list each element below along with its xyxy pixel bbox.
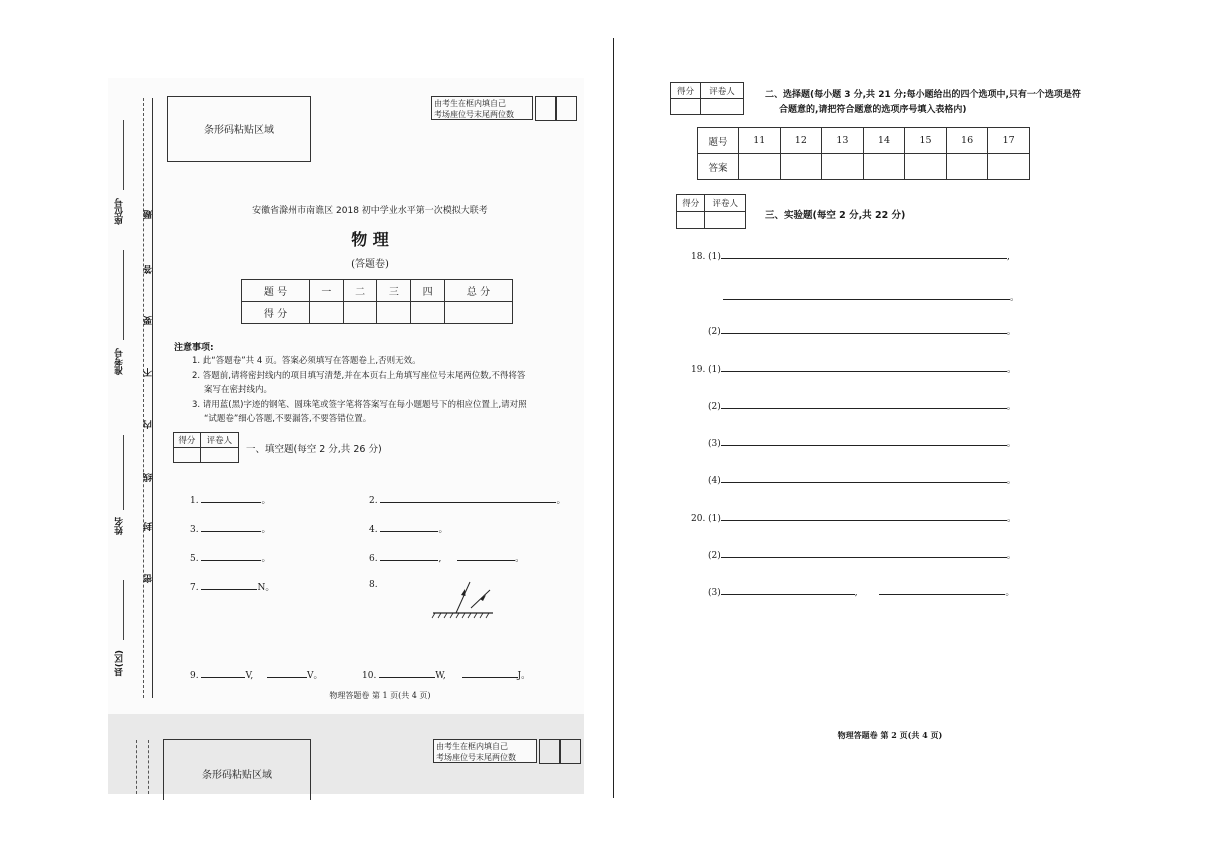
q-number: (2)	[708, 551, 721, 561]
grader-box	[173, 432, 239, 463]
score-cell[interactable]	[411, 302, 445, 324]
q-end: V。	[307, 671, 323, 681]
subject-title: 物 理	[351, 230, 389, 249]
seat-digit-box-2[interactable]	[539, 739, 560, 764]
grader-name-cell[interactable]	[200, 448, 238, 463]
answer-line[interactable]	[721, 557, 1007, 558]
seat-no-label: 座位号	[115, 198, 125, 225]
answer-line[interactable]	[721, 371, 1007, 372]
section-3-title: 三、实验题(每空 2 分,共 22 分)	[765, 210, 906, 221]
answer-line[interactable]	[721, 408, 1007, 409]
q20-part1	[691, 511, 1016, 524]
answer-blank[interactable]	[201, 560, 261, 561]
answer-blank[interactable]	[201, 677, 245, 678]
seat-digit-box[interactable]	[535, 96, 556, 121]
q18-part2	[708, 324, 1016, 337]
page-divider	[613, 38, 614, 798]
blank-q10	[362, 668, 530, 681]
grader-score-label: 得分	[677, 195, 705, 212]
choice-number: 17	[988, 128, 1030, 154]
answer-line[interactable]	[721, 594, 855, 595]
seal-warning-char: 内	[144, 420, 154, 429]
choice-number: 15	[905, 128, 947, 154]
choice-answer-cell[interactable]	[780, 154, 822, 180]
county-field[interactable]	[123, 580, 124, 640]
answer-line[interactable]	[721, 258, 1007, 259]
surface-hatching	[432, 613, 489, 618]
score-cell[interactable]	[343, 302, 377, 324]
q-end: 。	[1006, 439, 1016, 449]
answer-blank[interactable]	[267, 677, 307, 678]
q-number: 3.	[190, 525, 199, 535]
grader-score-cell[interactable]	[174, 448, 201, 463]
name-field[interactable]	[123, 435, 124, 510]
q-end: 。	[1006, 476, 1016, 486]
q-number: (4)	[708, 476, 721, 486]
seal-warning-char: 题	[144, 210, 154, 219]
choice-row-label: 答案	[698, 154, 739, 180]
answer-line[interactable]	[721, 482, 1007, 483]
seat-digit-box[interactable]	[556, 96, 577, 121]
score-cell[interactable]	[377, 302, 411, 324]
choice-number: 16	[946, 128, 988, 154]
answer-line[interactable]	[721, 445, 1007, 446]
grader-name-label: 评卷人	[200, 433, 238, 448]
q-end: 。	[1005, 588, 1015, 598]
score-header: 题 号	[242, 280, 310, 302]
note-line: 2. 答题前,请将密封线内的项目填写清楚,并在本页右上角填写座位号末尾两位数,不得将答	[192, 370, 526, 381]
seal-warning-char: 密	[144, 574, 154, 583]
score-cell[interactable]	[309, 302, 343, 324]
exam-no-field[interactable]	[123, 250, 124, 340]
q-number: 10.	[362, 671, 377, 681]
score-header: 一	[309, 280, 343, 302]
q-mid: W,	[435, 671, 446, 681]
seal-warning-char: 线	[144, 473, 154, 482]
q-end: ,	[1006, 252, 1010, 262]
q19-part3	[708, 436, 1016, 449]
answer-blank[interactable]	[462, 677, 518, 678]
blank-q5	[190, 551, 270, 564]
choice-number: 12	[780, 128, 822, 154]
answer-blank[interactable]	[380, 502, 556, 503]
seat-instruction-line: 由考生在框内填自己	[434, 99, 506, 108]
q-number: (2)	[708, 327, 721, 337]
q-end: 。	[556, 496, 566, 506]
q18-part1-cont	[723, 290, 1019, 303]
ray-arrow	[461, 589, 466, 596]
section-1-title: 一、填空题(每空 2 分,共 26 分)	[246, 444, 382, 455]
q-end: 。	[1006, 551, 1016, 561]
grader-score-cell[interactable]	[671, 99, 701, 115]
q8-reflection-diagram[interactable]	[428, 578, 498, 620]
grader-box-2	[670, 82, 744, 115]
q-mid: ,	[438, 554, 442, 564]
section-2-title: 二、选择题(每小题 3 分,共 21 分;每小题给出的四个选项中,只有一个选项是符	[765, 90, 1081, 100]
seat-no-field[interactable]	[123, 120, 124, 190]
choice-answer-cell[interactable]	[946, 154, 988, 180]
score-header: 三	[377, 280, 411, 302]
seat-instruction-box-2	[433, 739, 537, 763]
q-number: 2.	[369, 496, 378, 506]
q-number: 5.	[190, 554, 199, 564]
page-2-footer: 物理答题卷 第 2 页(共 4 页)	[837, 730, 943, 740]
q-number: (3)	[708, 588, 721, 598]
blank-q1	[190, 493, 270, 506]
seat-instruction-line: 考场座位号末尾两位数	[436, 753, 516, 762]
q-number: (3)	[708, 439, 721, 449]
grader-score-cell[interactable]	[677, 212, 705, 229]
score-cell[interactable]	[444, 302, 512, 324]
q-number: 9.	[190, 671, 199, 681]
q19-part1	[691, 362, 1016, 375]
choice-answer-cell[interactable]	[863, 154, 905, 180]
score-header: 四	[411, 280, 445, 302]
q-end: N。	[257, 583, 275, 593]
q-number: 8.	[369, 580, 378, 590]
q-end: 。	[438, 525, 448, 535]
seal-line	[152, 98, 153, 698]
choice-answer-cell[interactable]	[988, 154, 1030, 180]
note-line: 案写在密封线内。	[204, 385, 273, 396]
sheet-type: (答题卷)	[351, 259, 389, 270]
blank-q3	[190, 522, 270, 535]
seal-warning-char: 封	[144, 522, 154, 531]
q-number: 18. (1)	[691, 252, 721, 262]
q-number: 6.	[369, 554, 378, 564]
answer-blank[interactable]	[379, 677, 435, 678]
seat-instruction-line: 由考生在框内填自己	[436, 742, 508, 751]
q-mid: V,	[245, 671, 254, 681]
q-end: 。	[261, 525, 271, 535]
q-end: J。	[517, 671, 531, 681]
q-end: 。	[1006, 365, 1016, 375]
score-table	[241, 279, 513, 324]
note-line: “试题卷”细心答题,不要漏答,不要答错位置。	[204, 414, 372, 425]
page-1-footer: 物理答题卷 第 1 页(共 4 页)	[329, 691, 431, 700]
grader-box-3	[676, 194, 746, 229]
grader-score-label: 得分	[174, 433, 201, 448]
q20-part3	[708, 585, 1014, 598]
q-number: 4.	[369, 525, 378, 535]
q-number: 7.	[190, 583, 199, 593]
blank-q4	[369, 522, 447, 535]
county-label: 县(区)	[115, 650, 125, 677]
blank-q7	[190, 580, 274, 593]
seal-warning-char: 要	[144, 316, 154, 325]
notes-list	[192, 354, 592, 427]
answer-line[interactable]	[879, 594, 1005, 595]
q-end: 。	[261, 554, 271, 564]
choice-number: 14	[863, 128, 905, 154]
note-line: 3. 请用蓝(黑)字迹的钢笔、圆珠笔或签字笔将答案写在每小题题号下的相应位置上,请对照	[192, 399, 527, 410]
grader-name-cell[interactable]	[701, 99, 744, 115]
ray-line	[456, 582, 470, 613]
grader-name-label: 评卷人	[701, 83, 744, 99]
choice-number: 11	[739, 128, 781, 154]
grader-name-label: 评卷人	[705, 195, 746, 212]
q-end: 。	[1010, 293, 1020, 303]
choice-number: 13	[822, 128, 864, 154]
choice-answer-table	[697, 127, 1030, 180]
seat-instruction-box	[431, 96, 533, 120]
q-end: 。	[1006, 327, 1016, 337]
barcode-label: 条形码粘贴区域	[204, 125, 274, 136]
q20-part2	[708, 548, 1016, 561]
score-row-label: 得 分	[242, 302, 310, 324]
barcode-area	[167, 96, 311, 162]
q-number: 1.	[190, 496, 199, 506]
seat-instruction-line: 考场座位号末尾两位数	[434, 110, 514, 119]
grader-name-cell[interactable]	[705, 212, 746, 229]
q-mid: ,	[854, 588, 858, 598]
answer-blank[interactable]	[201, 531, 261, 532]
choice-answer-cell[interactable]	[905, 154, 947, 180]
seal-warning-char: 答	[144, 265, 154, 274]
grader-score-label: 得分	[671, 83, 701, 99]
q19-part2	[708, 399, 1016, 412]
q-number: (2)	[708, 402, 721, 412]
seal-dotted-line	[143, 98, 144, 698]
answer-blank[interactable]	[201, 589, 257, 590]
seal-dotted-line-3	[148, 740, 149, 794]
barcode-label-2: 条形码粘贴区域	[202, 770, 272, 781]
score-header: 二	[343, 280, 377, 302]
answer-blank[interactable]	[457, 560, 515, 561]
name-label: 姓名	[115, 517, 125, 535]
blank-q9	[190, 668, 323, 681]
seal-warning-char: 不	[144, 368, 154, 377]
answer-line[interactable]	[721, 333, 1007, 334]
blank-q8	[369, 580, 378, 590]
choice-answer-cell[interactable]	[822, 154, 864, 180]
answer-blank[interactable]	[380, 531, 438, 532]
section-2-title-cont: 合题意的,请把符合题意的选项序号填入表格内)	[779, 105, 967, 115]
exam-title: 安徽省滁州市南谯区 2018 初中学业水平第一次模拟大联考	[252, 206, 488, 216]
answer-blank[interactable]	[201, 502, 261, 503]
q18-part1	[691, 252, 1010, 262]
q-end: 。	[1006, 514, 1016, 524]
q-end: 。	[1006, 402, 1016, 412]
q-end: 。	[515, 554, 525, 564]
exam-no-label: 准考号	[115, 348, 125, 375]
notes-title: 注意事项:	[174, 343, 214, 353]
q-end: 。	[261, 496, 271, 506]
note-line: 1. 此“答题卷”共 4 页。答案必须填写在答题卷上,否则无效。	[192, 356, 421, 366]
answer-line[interactable]	[721, 520, 1007, 521]
q19-part4	[708, 473, 1016, 486]
blank-q6	[369, 551, 524, 564]
answer-line[interactable]	[723, 299, 1010, 300]
q-number: 19. (1)	[691, 365, 721, 375]
barcode-area-2	[163, 739, 311, 800]
blank-q2	[369, 493, 565, 506]
q-number: 20. (1)	[691, 514, 721, 524]
seat-digit-box-2[interactable]	[560, 739, 581, 764]
choice-row-label: 题号	[698, 128, 739, 154]
choice-answer-cell[interactable]	[739, 154, 781, 180]
answer-blank[interactable]	[380, 560, 438, 561]
seal-dotted-line-2	[136, 740, 137, 794]
score-header: 总 分	[444, 280, 512, 302]
